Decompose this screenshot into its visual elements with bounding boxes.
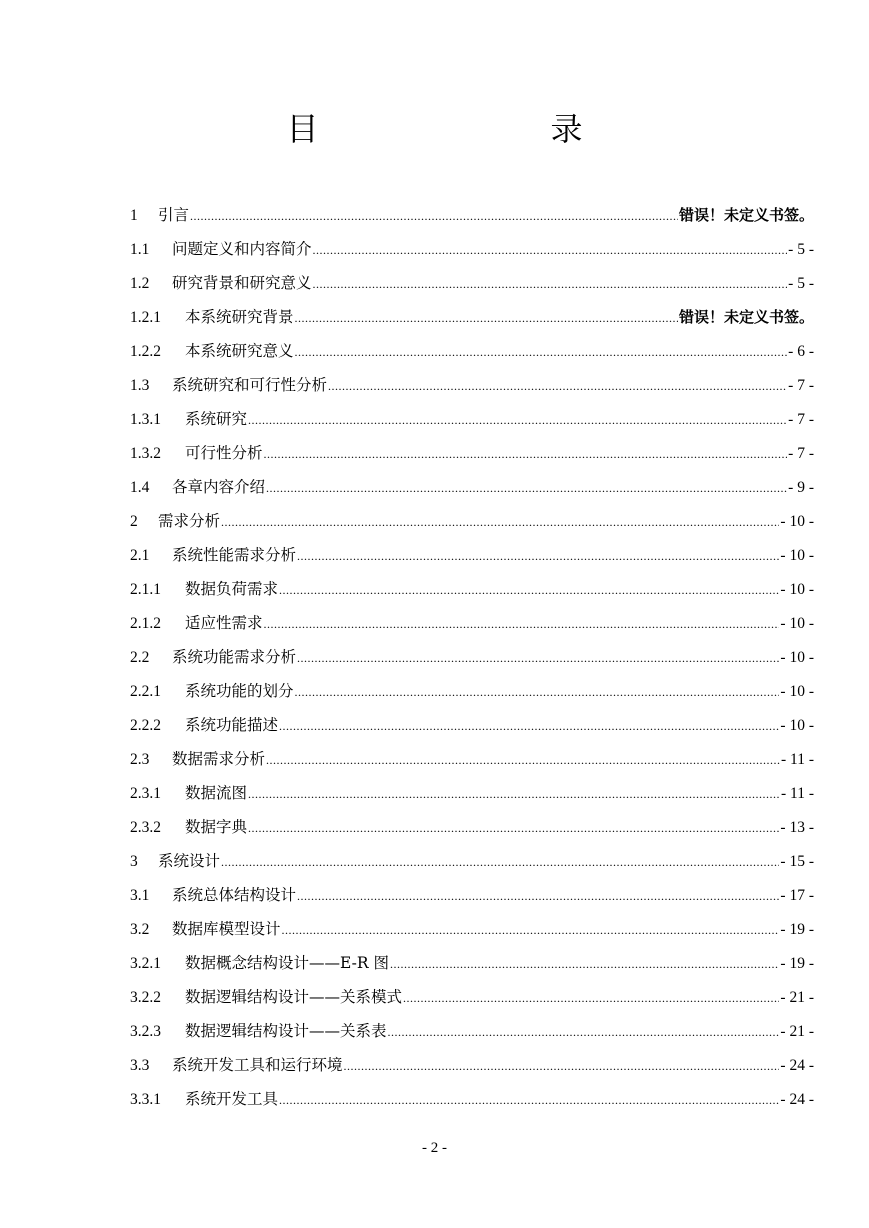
toc-entry-label: 系统开发工具 — [185, 1090, 279, 1108]
toc-entry-label: 系统开发工具和运行环境 — [172, 1056, 343, 1074]
toc-entry-page: - 10 - — [780, 649, 814, 666]
toc-dot-leader — [403, 981, 779, 1015]
toc-dot-leader — [295, 335, 788, 369]
toc-entry-number: 1.4 — [130, 479, 150, 496]
toc-entry[interactable] — [130, 1014, 814, 1048]
toc-entry[interactable] — [130, 334, 814, 368]
toc-dot-leader — [390, 947, 779, 981]
toc-entry[interactable] — [130, 810, 814, 844]
toc-entry[interactable] — [130, 436, 814, 470]
toc-entry-page: - 11 - — [781, 751, 814, 768]
toc-entry-number: 1.2.2 — [130, 343, 161, 360]
toc-entry-number: 2.3.2 — [130, 819, 161, 836]
toc-entry-label: 系统功能描述 — [185, 716, 279, 734]
toc-entry[interactable] — [130, 912, 814, 946]
toc-entry-number: 2.1 — [130, 547, 150, 564]
toc-entry-label: 各章内容介绍 — [172, 478, 266, 496]
toc-entry[interactable] — [130, 980, 814, 1014]
toc-dot-leader — [282, 913, 780, 947]
toc-entry[interactable] — [130, 640, 814, 674]
toc-entry[interactable] — [130, 300, 814, 334]
toc-entry-page: - 10 - — [780, 683, 814, 700]
toc-entry-page: - 5 - — [788, 241, 814, 258]
toc-entry[interactable] — [130, 402, 814, 436]
toc-dot-leader — [295, 301, 678, 335]
toc-entry-number: 3.3.1 — [130, 1091, 161, 1108]
toc-entry[interactable] — [130, 538, 814, 572]
toc-entry-page: - 7 - — [788, 377, 814, 394]
toc-entry-label: 可行性分析 — [185, 444, 263, 462]
toc-entry[interactable] — [130, 844, 814, 878]
toc-dot-leader — [388, 1015, 780, 1049]
toc-entry[interactable] — [130, 504, 814, 538]
table-of-contents — [130, 198, 814, 1116]
toc-dot-leader — [328, 369, 787, 403]
toc-entry-page: - 19 - — [780, 921, 814, 938]
toc-entry-page: - 19 - — [780, 955, 814, 972]
toc-entry[interactable] — [130, 606, 814, 640]
toc-entry[interactable] — [130, 1082, 814, 1116]
toc-entry-label: 数据逻辑结构设计——关系表 — [185, 1022, 387, 1040]
toc-entry[interactable] — [130, 470, 814, 504]
toc-dot-leader — [313, 267, 788, 301]
toc-entry-number: 2.3 — [130, 751, 150, 768]
toc-dot-leader — [279, 573, 779, 607]
toc-entry[interactable] — [130, 878, 814, 912]
toc-entry-label: 数据概念结构设计——E-R 图 — [185, 954, 389, 972]
toc-dot-leader — [248, 777, 780, 811]
toc-entry-page: - 10 - — [780, 581, 814, 598]
toc-entry-number: 1.2.1 — [130, 309, 161, 326]
toc-entry-page: - 15 - — [780, 853, 814, 870]
toc-entry-label: 适应性需求 — [185, 614, 263, 632]
toc-entry-number: 3.2 — [130, 921, 150, 938]
toc-entry-number: 3 — [130, 853, 138, 870]
toc-entry-number: 2.2 — [130, 649, 150, 666]
toc-entry-label: 需求分析 — [158, 512, 221, 530]
toc-entry-number: 1.3 — [130, 377, 150, 394]
toc-entry-page: - 10 - — [780, 717, 814, 734]
toc-entry-page: - 13 - — [780, 819, 814, 836]
page-title: 目 录 — [286, 110, 639, 148]
toc-entry-label: 问题定义和内容简介 — [172, 240, 312, 258]
toc-entry-number: 2.2.2 — [130, 717, 161, 734]
toc-dot-leader — [344, 1049, 780, 1083]
toc-entry-number: 2.3.1 — [130, 785, 161, 802]
toc-entry-page: - 21 - — [780, 989, 814, 1006]
toc-dot-leader — [297, 539, 779, 573]
toc-dot-leader — [266, 471, 787, 505]
toc-entry-number: 3.2.1 — [130, 955, 161, 972]
toc-entry-page: 错误！未定义书签。 — [678, 308, 814, 326]
toc-entry[interactable] — [130, 674, 814, 708]
toc-entry-label: 系统功能需求分析 — [172, 648, 297, 666]
toc-dot-leader — [295, 675, 780, 709]
toc-entry-number: 3.3 — [130, 1057, 150, 1074]
toc-entry-number: 2.1.2 — [130, 615, 161, 632]
toc-entry-number: 2.2.1 — [130, 683, 161, 700]
toc-dot-leader — [266, 743, 780, 777]
toc-dot-leader — [190, 199, 678, 233]
toc-entry-page: - 9 - — [788, 479, 814, 496]
toc-entry[interactable] — [130, 232, 814, 266]
page-number-footer: - 2 - — [422, 1140, 447, 1156]
toc-entry-label: 系统性能需求分析 — [172, 546, 297, 564]
toc-entry-label: 研究背景和研究意义 — [172, 274, 312, 292]
toc-dot-leader — [221, 845, 779, 879]
toc-entry-label: 数据字典 — [185, 818, 248, 836]
toc-entry-number: 2 — [130, 513, 138, 530]
toc-entry[interactable] — [130, 198, 814, 232]
toc-entry-number: 1.3.2 — [130, 445, 161, 462]
toc-entry[interactable] — [130, 1048, 814, 1082]
toc-entry[interactable] — [130, 368, 814, 402]
toc-entry-number: 3.2.3 — [130, 1023, 161, 1040]
toc-dot-leader — [248, 403, 787, 437]
toc-dot-leader — [279, 1083, 779, 1117]
toc-entry-number: 1 — [130, 207, 138, 224]
toc-entry-label: 系统研究和可行性分析 — [172, 376, 328, 394]
toc-entry-label: 引言 — [158, 206, 190, 224]
toc-entry-label: 系统总体结构设计 — [172, 886, 297, 904]
toc-entry-number: 3.2.2 — [130, 989, 161, 1006]
toc-entry-number: 3.1 — [130, 887, 150, 904]
toc-entry-page: - 21 - — [780, 1023, 814, 1040]
toc-entry-label: 数据逻辑结构设计——关系模式 — [185, 988, 403, 1006]
toc-entry-page: - 5 - — [788, 275, 814, 292]
toc-entry[interactable] — [130, 776, 814, 810]
toc-entry-page: 错误！未定义书签。 — [678, 206, 814, 224]
toc-dot-leader — [221, 505, 779, 539]
toc-dot-leader — [248, 811, 779, 845]
toc-entry-label: 系统设计 — [158, 852, 221, 870]
toc-entry[interactable] — [130, 708, 814, 742]
toc-entry-number: 1.1 — [130, 241, 150, 258]
toc-entry-label: 数据流图 — [185, 784, 248, 802]
toc-entry-page: - 6 - — [788, 343, 814, 360]
toc-dot-leader — [297, 879, 779, 913]
toc-entry[interactable] — [130, 742, 814, 776]
toc-entry-page: - 17 - — [780, 887, 814, 904]
toc-entry-page: - 7 - — [788, 445, 814, 462]
toc-dot-leader — [313, 233, 788, 267]
toc-dot-leader — [264, 607, 780, 641]
toc-dot-leader — [264, 437, 788, 471]
toc-dot-leader — [297, 641, 779, 675]
toc-entry-number: 1.3.1 — [130, 411, 161, 428]
toc-entry-page: - 10 - — [780, 615, 814, 632]
toc-entry-page: - 24 - — [780, 1091, 814, 1108]
toc-entry[interactable] — [130, 946, 814, 980]
toc-dot-leader — [279, 709, 779, 743]
toc-entry-number: 1.2 — [130, 275, 150, 292]
toc-entry-page: - 10 - — [780, 513, 814, 530]
toc-entry-label: 本系统研究背景 — [185, 308, 294, 326]
toc-entry[interactable] — [130, 266, 814, 300]
toc-entry[interactable] — [130, 572, 814, 606]
toc-entry-page: - 7 - — [788, 411, 814, 428]
toc-entry-label: 系统功能的划分 — [185, 682, 294, 700]
toc-entry-label: 本系统研究意义 — [185, 342, 294, 360]
toc-entry-page: - 11 - — [781, 785, 814, 802]
toc-entry-page: - 24 - — [780, 1057, 814, 1074]
toc-entry-label: 系统研究 — [185, 410, 248, 428]
toc-entry-label: 数据负荷需求 — [185, 580, 279, 598]
toc-entry-label: 数据需求分析 — [172, 750, 266, 768]
toc-entry-number: 2.1.1 — [130, 581, 161, 598]
toc-entry-label: 数据库模型设计 — [172, 920, 281, 938]
toc-entry-page: - 10 - — [780, 547, 814, 564]
